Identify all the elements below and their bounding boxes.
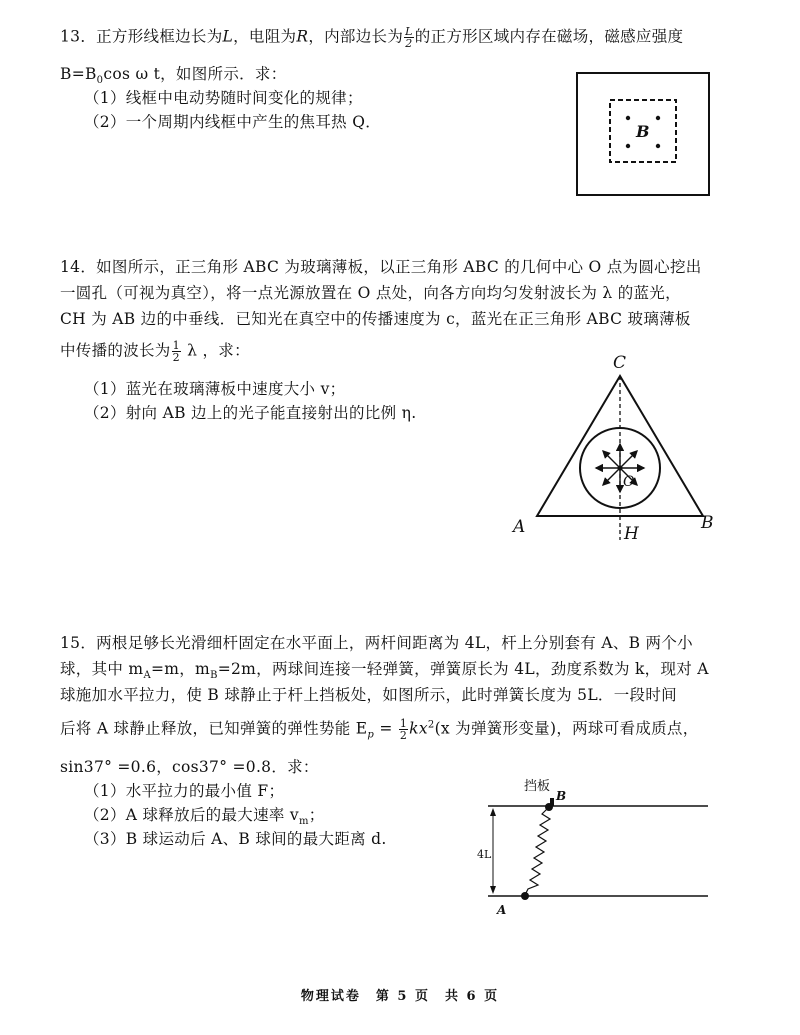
- q15-text-kx: kx: [409, 719, 428, 738]
- q14-label-B: B: [701, 513, 714, 533]
- q15-label-A: A: [497, 903, 507, 917]
- q15-sub-B: B: [210, 670, 218, 682]
- q15-ball-A: [521, 892, 529, 900]
- q14-text-a: 中传播的波长为: [60, 341, 171, 360]
- q15-text-c: (x 为弹簧形变量)，两球可看成质点，: [434, 719, 699, 738]
- q15-text-a: 球，其中 m: [60, 660, 144, 678]
- q15-line5: sin37° =0.6，cos37° =0.8．求：: [60, 758, 319, 776]
- q13-var-R: R: [296, 27, 309, 46]
- q13-text-d: 的正方形区域内存在磁场，磁感应强度: [414, 27, 684, 46]
- q13-field-dot: [656, 116, 660, 120]
- q13-part1: （1）线框中电动势随时间变化的规律；: [84, 89, 363, 107]
- q15-text-a: 后将 A 球静止释放，已知弹簧的弹性势能 E: [60, 719, 368, 738]
- q15-dimension-arrow-bottom: [490, 886, 496, 894]
- q15-part1: （1）水平拉力的最小值 F；: [84, 782, 285, 800]
- q13-label-B: B: [636, 122, 650, 141]
- q15-part2-end: ；: [308, 806, 325, 824]
- q15-dimension-arrow-top: [490, 808, 496, 816]
- q13-formula-b: cos ω t，如图所示．求：: [103, 65, 287, 83]
- q14-fraction: [172, 340, 181, 363]
- q13-var-L: L: [222, 27, 234, 46]
- q15-equals: =: [374, 719, 398, 738]
- q14-part2: （2）射向 AB 边上的光子能直接射出的比例 η.: [84, 404, 417, 422]
- q15-line2: [60, 659, 709, 682]
- q13-line2: [60, 64, 287, 87]
- q14-line1: 14．如图所示，正三角形 ABC 为玻璃薄板，以正三角形 ABC 的几何中心 O 点为圆心挖出: [60, 258, 702, 276]
- q15-label-B: B: [556, 789, 567, 803]
- q15-part2-sub: m: [298, 816, 309, 828]
- q15-fraction: [399, 718, 408, 741]
- q15-figure: [470, 772, 715, 922]
- q15-sub-A: A: [143, 670, 151, 682]
- q14-label-C: C: [613, 353, 627, 373]
- q15-label-baffle: 挡板: [524, 779, 551, 794]
- q14-line3: CH 为 AB 边的中垂线．已知光在真空中的传播速度为 c，蓝光在正三角形 ABC 玻璃薄板: [60, 310, 691, 328]
- q14-label-O: O: [623, 474, 635, 490]
- q13-fraction: [404, 26, 414, 49]
- q13-field-dot: [626, 144, 630, 148]
- q14-frac-num: 1: [172, 339, 180, 352]
- q15-part2: [84, 805, 325, 828]
- q13-part2: （2）一个周期内线框中产生的焦耳热 Q．: [84, 113, 381, 131]
- q13-field-dot: [626, 116, 630, 120]
- q13-text-c: ，内部边长为: [308, 27, 404, 46]
- q15-sub-p: p: [367, 729, 375, 741]
- q14-point-O: [618, 466, 623, 471]
- q15-label-distance: 4L: [477, 848, 492, 861]
- q15-sup-2: 2: [427, 719, 435, 731]
- q13-formula-a: B=B: [60, 65, 97, 83]
- q13-frac-num: L: [405, 25, 413, 38]
- q13-text-b: ，电阻为: [233, 27, 297, 46]
- q13-formula-sub: 0: [96, 75, 104, 87]
- q14-figure: [505, 340, 730, 545]
- q14-part1: （1）蓝光在玻璃薄板中速度大小 v；: [84, 380, 346, 398]
- q15-line1: 15．两根足够长光滑细杆固定在水平面上，两杆间距离为 4L，杆上分别套有 A、B 两个小: [60, 634, 693, 652]
- q13-figure: [576, 72, 712, 198]
- q14-text-b: λ ，求：: [181, 341, 250, 360]
- q13-field-dot: [656, 144, 660, 148]
- q15-part2-text: （2）A 球释放后的最大速率 v: [84, 806, 299, 824]
- q13-text-a: 13．正方形线框边长为: [60, 27, 223, 46]
- q15-line3: 球施加水平拉力，使 B 球静止于杆上挡板处，如图所示，此时弹簧长度为 5L．一段时间: [60, 686, 677, 704]
- q14-frac-den: 2: [172, 351, 180, 364]
- q14-label-H: H: [624, 524, 639, 544]
- q15-frac-num: 1: [399, 717, 408, 730]
- q14-label-A: A: [513, 517, 526, 537]
- q14-line4: [60, 340, 250, 363]
- q13-line1: [60, 26, 683, 49]
- q15-text-c: =2m，两球间连接一轻弹簧，弹簧原长为 4L，劲度系数为 k，现对 A: [217, 660, 709, 678]
- q15-frac-den: 2: [399, 729, 408, 742]
- q15-text-b: =m，m: [150, 660, 211, 678]
- q15-line4: [60, 718, 699, 741]
- q15-spring: [526, 807, 550, 893]
- q13-frac-den: 2: [405, 37, 413, 50]
- q15-part3: （3）B 球运动后 A、B 球间的最大距离 d.: [84, 830, 387, 848]
- q14-line2: 一圆孔（可视为真空），将一点光源放置在 O 点处，向各方向均匀发射波长为 λ 的蓝光，: [60, 284, 681, 302]
- page-footer: 物理试卷 第 5 页 共 6 页: [300, 989, 500, 1004]
